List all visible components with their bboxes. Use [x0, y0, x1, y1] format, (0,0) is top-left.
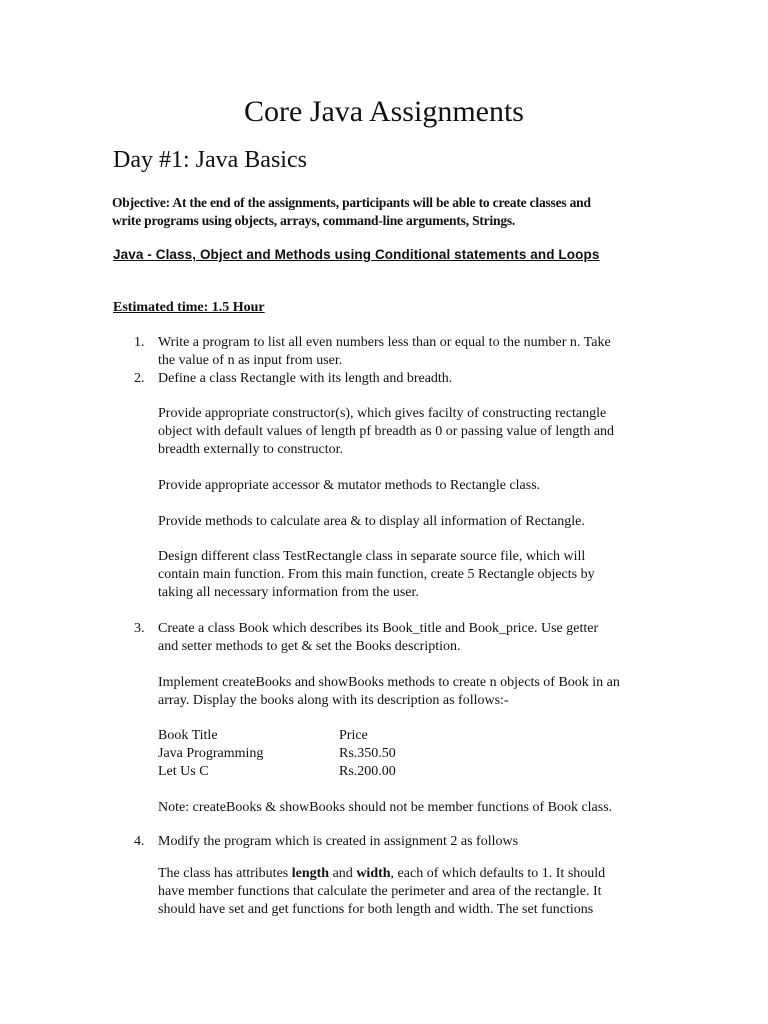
q1-line-1: Write a program to list all even numbers less than or equal to the number n. Take — [158, 335, 611, 350]
item-number-3: 3. — [134, 621, 145, 636]
q2-line-1: Define a class Rectangle with its length and breadth. — [158, 371, 453, 386]
q3-line-2: and setter methods to get & set the Books description. — [158, 639, 461, 654]
q2-p4-line-2: contain main function. From this main function, create 5 Rectangle objects by — [158, 567, 595, 582]
book-table-header-title: Book Title — [158, 728, 218, 743]
q2-p1-line-2: object with default values of length pf breadth as 0 or passing value of length and — [158, 424, 615, 439]
q2-p1-line-3: breadth externally to constructor. — [158, 442, 344, 457]
book-table-cell: Java Programming — [158, 746, 264, 761]
page-title: Core Java Assignments — [244, 95, 524, 128]
q4-line-1: Modify the program which is created in assignment 2 as follows — [158, 834, 519, 849]
q2-p2: Provide appropriate accessor & mutator methods to Rectangle class. — [158, 478, 541, 493]
item-number-2: 2. — [134, 371, 145, 386]
book-table-cell: Rs.350.50 — [339, 746, 396, 761]
q2-p4-line-1: Design different class TestRectangle class in separate source file, which will — [158, 549, 586, 564]
objective-line-1: Objective: At the end of the assignments, participants will be able to create classes and — [112, 195, 591, 210]
q2-p3: Provide methods to calculate area & to display all information of Rectangle. — [158, 514, 585, 529]
q3-p1-line-1: Implement createBooks and showBooks methods to create n objects of Book in an — [158, 675, 620, 690]
q4-p-line-3: should have set and get functions for both length and width. The set functions — [158, 902, 594, 917]
book-table-cell: Let Us C — [158, 764, 209, 779]
q4-text-a: The class has attributes — [158, 866, 292, 881]
book-table-header-price: Price — [339, 728, 368, 743]
objective-paragraph — [112, 194, 672, 230]
book-table-cell: Rs.200.00 — [339, 764, 396, 779]
objective-line-2: write programs using objects, arrays, command-line arguments, Strings. — [112, 213, 516, 228]
q1-line-2: the value of n as input from user. — [158, 353, 343, 368]
q2-p1-line-1: Provide appropriate constructor(s), which gives facilty of constructing rectangle — [158, 406, 607, 421]
q4-p-line-1 — [158, 865, 605, 883]
estimated-time: Estimated time: 1.5 Hour — [113, 300, 265, 315]
day-heading: Day #1: Java Basics — [113, 147, 307, 173]
q4-text-c: and — [329, 866, 357, 881]
item-number-4: 4. — [134, 834, 145, 849]
section-heading: Java - Class, Object and Methods using Conditional statements and Loops — [113, 247, 600, 262]
q4-p-line-2: have member functions that calculate the perimeter and area of the rectangle. It — [158, 884, 602, 899]
q2-p4-line-3: taking all necessary information from the user. — [158, 585, 419, 600]
q4-bold-width: width — [356, 866, 391, 881]
q3-p1-line-2: array. Display the books along with its description as follows:- — [158, 693, 509, 708]
q4-text-e: , each of which defaults to 1. It should — [390, 866, 606, 881]
item-number-1: 1. — [134, 335, 145, 350]
q3-note: Note: createBooks & showBooks should not be member functions of Book class. — [158, 800, 613, 815]
q4-bold-length: length — [291, 866, 330, 881]
q3-line-1: Create a class Book which describes its Book_title and Book_price. Use getter — [158, 621, 599, 636]
